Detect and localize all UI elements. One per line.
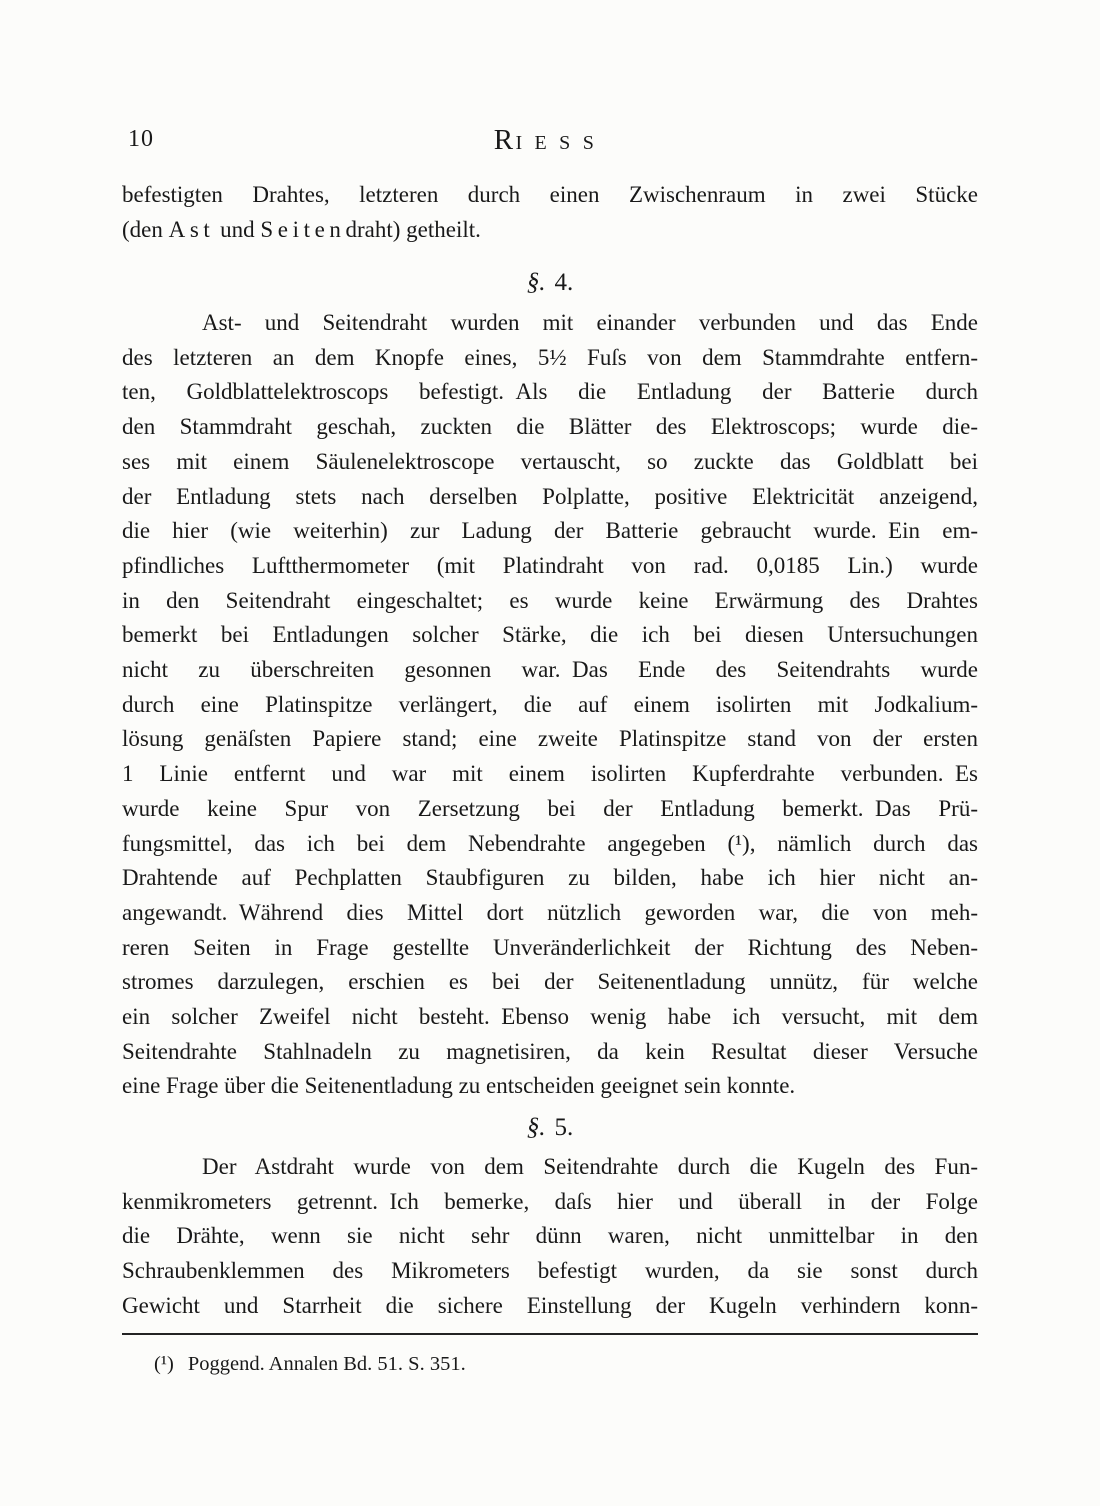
text-line: lösung genäſsten Papiere stand; eine zweite Platinspitze stand von der ersten [122, 726, 978, 752]
text-line: Schraubenklemmen des Mikrometers befestigt wurden, da sie sonst durch [122, 1258, 978, 1284]
text-line: bemerkt bei Entladungen solcher Stärke, die ich bei diesen Untersuchungen [122, 622, 978, 648]
text-line: ein solcher Zweifel nicht besteht. Ebenso wenig habe ich versucht, mit dem [122, 1004, 978, 1030]
text-line: eine Frage über die Seitenentladung zu entscheiden geeignet sein konnte. [122, 1073, 796, 1099]
text-line: ten, Goldblattelektroscops befestigt. Als die Entladung der Batterie durch [122, 379, 978, 405]
text-line: 1 Linie entfernt und war mit einem isolirten Kupferdrahte verbunden. Es [122, 761, 978, 787]
section-heading-4 [122, 265, 978, 300]
text-line: des letzteren an dem Knopfe eines, 5½ Fuſs von dem Stammdrahte entfern- [122, 344, 978, 370]
running-title [122, 124, 978, 157]
text-line [122, 213, 978, 248]
text-segment: (den [122, 216, 169, 242]
text-line: pfindliches Luftthermometer (mit Platindraht von rad. 0,0185 Lin.) wurde [122, 552, 978, 578]
section-sign: §. [526, 269, 546, 296]
text-line: wurde keine Spur von Zersetzung bei der Entladung bemerkt. Das Prü- [122, 795, 978, 821]
text-segment: und [214, 216, 261, 242]
emphasized-word-seiten: Seiten [260, 216, 346, 242]
text-line: Drahtende auf Pechplatten Staubfiguren zu bilden, habe ich hier nicht an- [122, 865, 978, 891]
text-line: den Stammdraht geschah, zuckten die Blätter des Elektroscops; wurde die- [122, 414, 978, 440]
text-line: in den Seitendraht eingeschaltet; es wurde keine Erwärmung des Drahtes [122, 587, 978, 613]
text-line: stromes darzulegen, erschien es bei der Seitenentladung unnütz, für welche [122, 969, 978, 995]
footnote [154, 1349, 978, 1379]
text-line: befestigten Drahtes, letzteren durch einen Zwischenraum in zwei Stücke [122, 182, 978, 207]
footnote-rule [122, 1333, 978, 1335]
text-line: die Drähte, wenn sie nicht sehr dünn waren, nicht unmittelbar in den [122, 1223, 978, 1249]
text-line: nicht zu überschreiten gesonnen war. Das Ende des Seitendrahts wurde [122, 657, 978, 683]
text-line: die hier (wie weiterhin) zur Ladung der Batterie gebraucht wurde. Ein em- [122, 518, 978, 544]
running-title-initial: R [493, 124, 514, 156]
section-heading-5 [122, 1110, 978, 1145]
text-segment: draht) getheilt. [345, 216, 481, 242]
text-line: Gewicht und Starrheit die sichere Einstellung der Kugeln verhindern konn- [122, 1292, 978, 1318]
text-line: kenmikrometers getrennt. Ich bemerke, daſs hier und überall in der Folge [122, 1188, 978, 1214]
running-title-rest: IESS [515, 132, 607, 154]
section-number: 5. [554, 1114, 574, 1141]
text-line: Seitendrahte Stahlnadeln zu magnetisiren, da kein Resultat dieser Versuche [122, 1038, 978, 1064]
running-head [122, 124, 978, 160]
text-line: ses mit einem Säulenelektroscope vertauscht, so zuckte das Goldblatt bei [122, 448, 978, 474]
footnote-marker: (¹) [154, 1353, 174, 1375]
text-line: Ast- und Seitendraht wurden mit einander verbunden und das Ende [202, 310, 978, 335]
text-line: durch eine Platinspitze verlängert, die auf einem isolirten mit Jodkalium- [122, 691, 978, 717]
paragraph-continuation [122, 178, 978, 247]
footnote-text: Poggend. Annalen Bd. 51. S. 351. [187, 1353, 466, 1375]
text-line: Der Astdraht wurde von dem Seitendrahte durch die Kugeln des Fun- [202, 1154, 978, 1179]
section-number: 4. [554, 269, 574, 296]
text-line: reren Seiten in Frage gestellte Unveränderlichkeit der Richtung des Neben- [122, 934, 978, 960]
text-line: fungsmittel, das ich bei dem Nebendrahte angegeben (¹), nämlich durch das [122, 830, 978, 856]
text-line: angewandt. Während dies Mittel dort nützlich geworden war, die von meh- [122, 899, 978, 925]
emphasized-word-ast: Ast [168, 216, 215, 242]
text-line: der Entladung stets nach derselben Polplatte, positive Elektricität anzeigend, [122, 483, 978, 509]
paragraph-section-4 [122, 306, 978, 1104]
paragraph-section-5 [122, 1150, 978, 1324]
section-sign: §. [526, 1114, 546, 1141]
page-number: 10 [128, 126, 154, 152]
